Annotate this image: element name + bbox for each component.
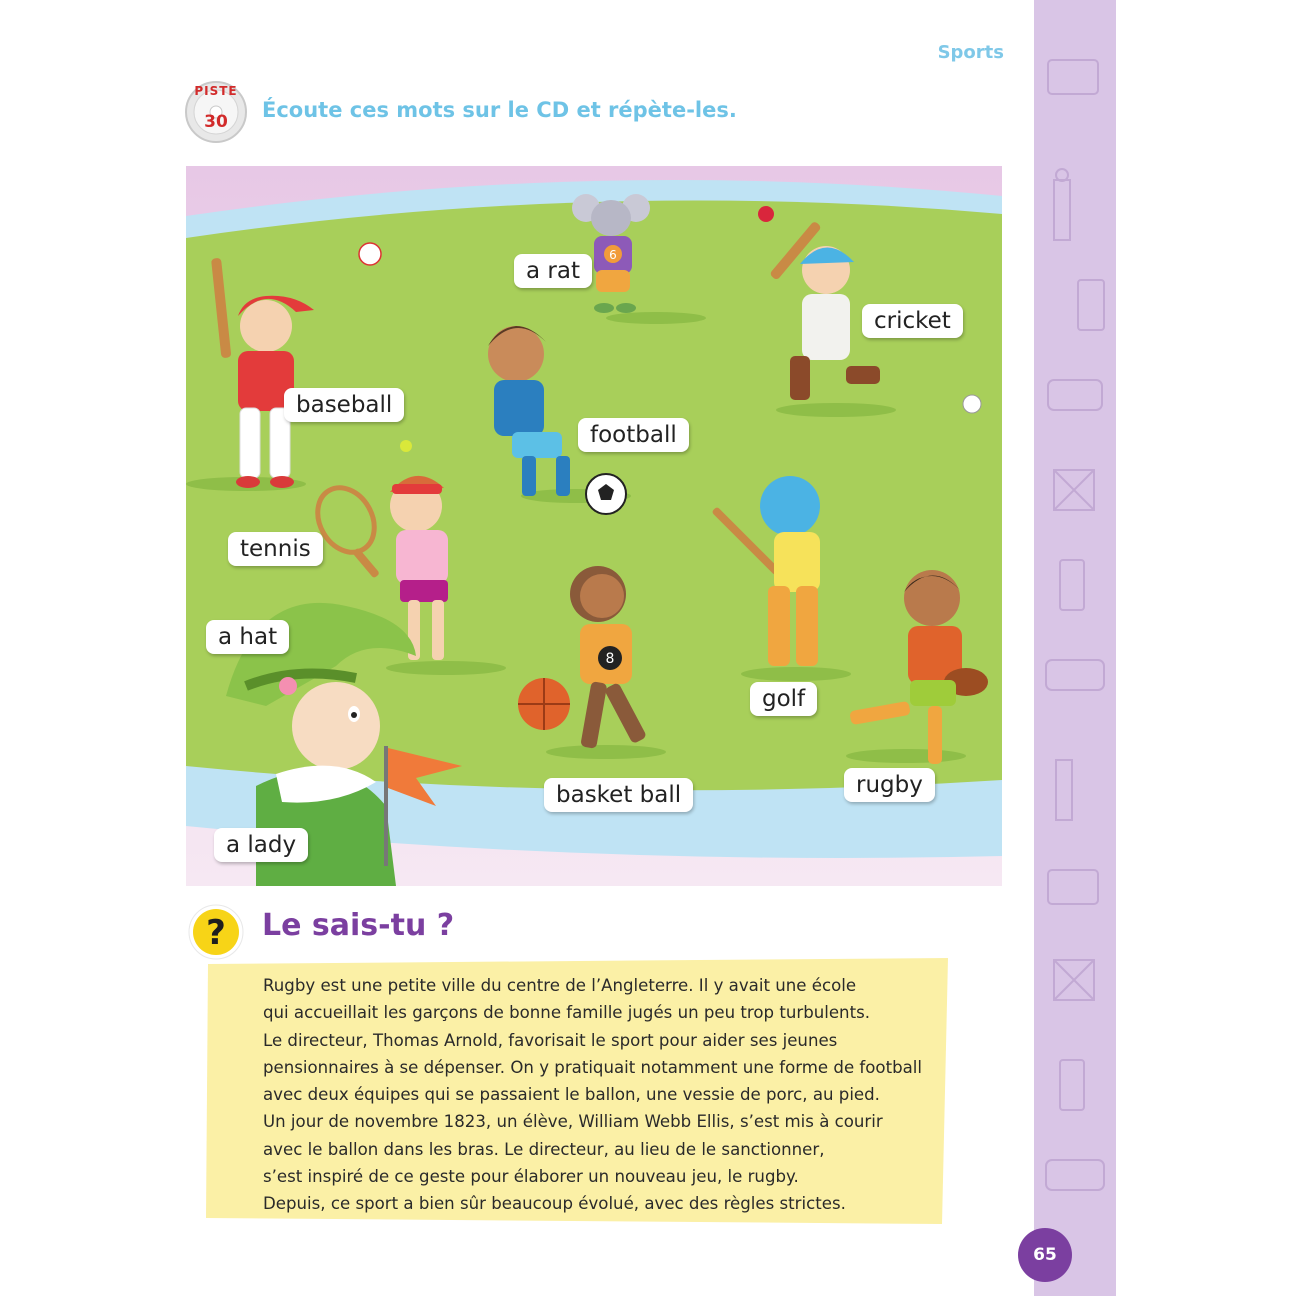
label-rat: a rat [514, 254, 592, 288]
instruction: Écoute ces mots sur le CD et répète-les. [262, 98, 737, 122]
did-you-know-heading: Le sais-tu ? [262, 908, 455, 943]
did-you-know-text [263, 972, 953, 1218]
label-tennis: tennis [228, 532, 323, 566]
question-mark-icon [188, 904, 244, 960]
label-basketball: basket ball [544, 778, 693, 812]
info-line: Depuis, ce sport a bien sûr beaucoup évolué, avec des règles strictes. [263, 1194, 846, 1214]
rat-shirt-number: 6 [609, 248, 617, 262]
label-golf: golf [750, 682, 817, 716]
info-line: avec le ballon dans les bras. Le directeur, au lieu de le sanctionner, [263, 1139, 825, 1159]
sports-illustration [186, 166, 1002, 886]
baseball-ball [359, 243, 381, 265]
info-line: pensionnaires à se dépenser. On y pratiquait notamment une forme de football [263, 1057, 923, 1077]
golf-ball [963, 395, 981, 413]
info-line: avec deux équipes qui se passaient le ballon, une vessie de porc, au pied. [263, 1085, 880, 1105]
london-pattern [1034, 0, 1116, 1296]
info-line: Rugby est une petite ville du centre de l’Angleterre. Il y avait une école [263, 976, 857, 995]
basketball-shirt-number: 8 [605, 651, 615, 667]
label-rugby: rugby [844, 768, 935, 802]
info-line: qui accueillait les garçons de bonne famille jugés un peu trop turbulents. [263, 1003, 871, 1023]
info-line: Un jour de novembre 1823, un élève, William Webb Ellis, s’est mis à courir [263, 1112, 883, 1132]
label-hat: a hat [206, 620, 289, 654]
label-cricket: cricket [862, 304, 963, 338]
label-baseball: baseball [284, 388, 404, 422]
label-football: football [578, 418, 689, 452]
decorative-side-band [1034, 0, 1116, 1296]
info-line: s’est inspiré de ce geste pour élaborer un nouveau jeu, le rugby. [263, 1167, 799, 1187]
label-lady: a lady [214, 828, 308, 862]
track-number: 30 [204, 112, 228, 132]
cricket-ball [758, 206, 774, 222]
svg-text:?: ? [206, 913, 226, 953]
info-line: Le directeur, Thomas Arnold, favorisait le sport pour aider ses jeunes [263, 1030, 838, 1050]
section-title: Sports [937, 42, 1004, 63]
page-number: 65 [1018, 1228, 1072, 1282]
track-label: PISTE [194, 84, 238, 98]
